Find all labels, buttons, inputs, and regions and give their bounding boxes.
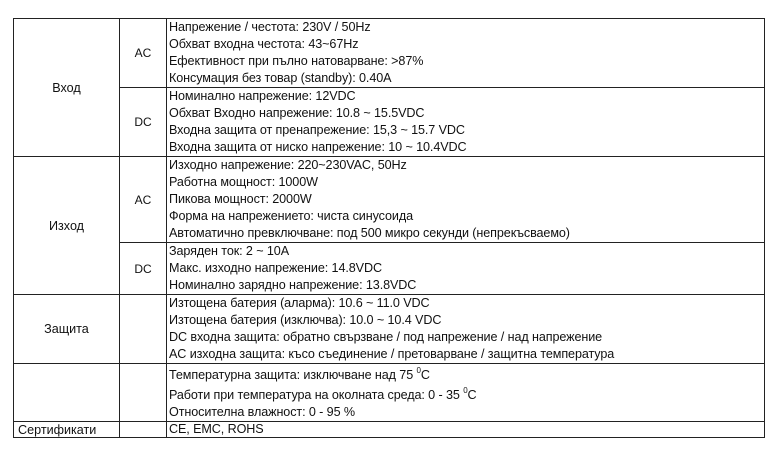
spec-text: Работи при температура на околната среда: 0 - 35 bbox=[169, 388, 464, 402]
empty-cell bbox=[14, 364, 120, 422]
spec-line: Макс. изходно напрежение: 14.8VDC bbox=[169, 261, 382, 275]
subsection-label-ac: AC bbox=[120, 19, 167, 88]
spec-line: Ефективност при пълно натоварване: >87% bbox=[169, 54, 424, 68]
spec-line: Обхват входна честота: 43~67Hz bbox=[169, 37, 359, 51]
spec-line: CE, EMC, ROHS bbox=[169, 422, 264, 436]
spec-text: Температурна защита: изключване над 75 bbox=[169, 368, 417, 382]
spec-line: DC входна защита: обратно свързване / под напрежение / над напрежение bbox=[169, 330, 603, 344]
subsection-label-dc: DC bbox=[120, 88, 167, 157]
spec-line: Напрежение / честота: 230V / 50Hz bbox=[169, 20, 371, 34]
spec-line: Номинално напрежение: 12VDC bbox=[169, 89, 356, 103]
specifications-table bbox=[13, 18, 765, 438]
table-row bbox=[14, 295, 765, 364]
spec-line: Изтощена батерия (аларма): 10.6 ~ 11.0 VDC bbox=[169, 296, 430, 310]
degree-sup: 0 bbox=[463, 386, 468, 395]
spec-line: Относителна влажност: 0 - 95 % bbox=[169, 405, 355, 419]
spec-line-temp-protection bbox=[169, 364, 764, 384]
unit: C bbox=[420, 368, 430, 382]
spec-line: Входна защита от ниско напрежение: 10 ~ 10.4VDC bbox=[169, 140, 467, 154]
spec-cell bbox=[167, 157, 765, 243]
degree-sup: 0 bbox=[416, 366, 421, 375]
section-label-input: Вход bbox=[14, 19, 120, 157]
spec-cell bbox=[167, 295, 765, 364]
spec-line: Изходно напрежение: 220~230VAC, 50Hz bbox=[169, 158, 407, 172]
spec-line: Входна защита от пренапрежение: 15,3 ~ 15.7 VDC bbox=[169, 123, 465, 137]
section-label-certificates: Сертификати bbox=[14, 422, 120, 438]
table-row bbox=[14, 88, 765, 157]
spec-line: Автоматично превключване: под 500 микро секунди (непрекъсваемо) bbox=[169, 226, 570, 240]
spec-cell bbox=[167, 364, 765, 422]
spec-line: Пикова мощност: 2000W bbox=[169, 192, 312, 206]
table-row bbox=[14, 364, 765, 422]
empty-cell bbox=[120, 295, 167, 364]
empty-cell bbox=[120, 364, 167, 422]
spec-line: Консумация без товар (standby): 0.40A bbox=[169, 71, 392, 85]
spec-cell bbox=[167, 422, 765, 438]
table-row bbox=[14, 243, 765, 295]
section-label-protection: Защита bbox=[14, 295, 120, 364]
unit: C bbox=[467, 388, 477, 402]
section-label-output: Изход bbox=[14, 157, 120, 295]
empty-cell bbox=[120, 422, 167, 438]
table-row bbox=[14, 422, 765, 438]
subsection-label-dc: DC bbox=[120, 243, 167, 295]
spec-line: Обхват Входно напрежение: 10.8 ~ 15.5VDC bbox=[169, 106, 425, 120]
spec-line: AC изходна защита: късо съединение / претоварване / защитна температура bbox=[169, 347, 615, 361]
spec-line: Форма на напрежението: чиста синусоида bbox=[169, 209, 413, 223]
spec-line-ambient bbox=[169, 384, 764, 404]
spec-line: Работна мощност: 1000W bbox=[169, 175, 318, 189]
spec-cell bbox=[167, 88, 765, 157]
table-row bbox=[14, 157, 765, 243]
spec-line: Изтощена батерия (изключва): 10.0 ~ 10.4 VDC bbox=[169, 313, 442, 327]
spec-cell bbox=[167, 19, 765, 88]
subsection-label-ac: AC bbox=[120, 157, 167, 243]
table-row bbox=[14, 19, 765, 88]
spec-line: Номинално зарядно напрежение: 13.8VDC bbox=[169, 278, 417, 292]
spec-line: Заряден ток: 2 ~ 10A bbox=[169, 244, 290, 258]
spec-cell bbox=[167, 243, 765, 295]
